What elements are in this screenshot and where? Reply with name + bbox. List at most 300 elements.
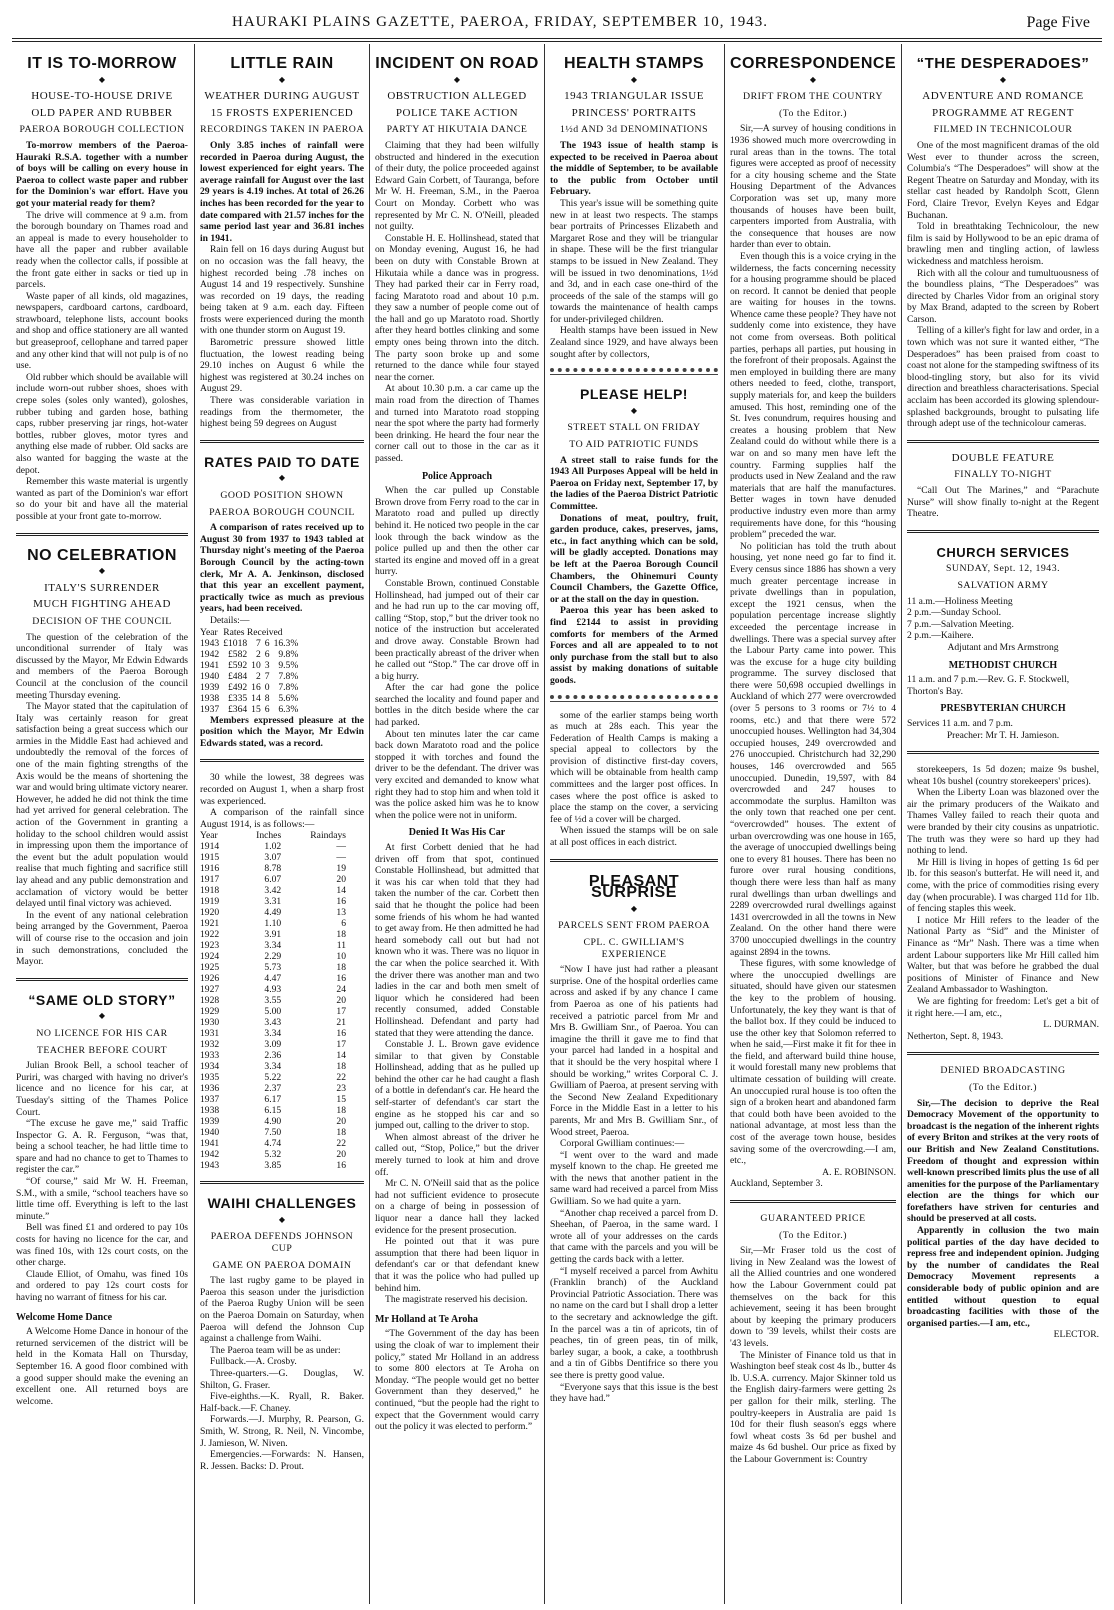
subheading: CPL. C. GWILLIAM'S EXPERIENCE [583,937,685,960]
table-cell: 14 [336,885,346,897]
paragraph: The drive will commence at 9 a.m. from the borough boundary on Thames road and an appeal is made to every householder to have all the paper and rubber available ready when the collector calls, if possible at the front gate either in sacks or tied up in parcels. [16,209,188,291]
dateline: Auckland, September 3. [730,1178,823,1190]
table-cell: 1937 [200,1094,220,1106]
table-cell: 3 [264,659,270,671]
paragraph: “The Government of the day has been using the cloak of war to implement their policy,” stated Mr Holland in an address to some 800 electors at Te Aroha on Monday. “The people would get no better Government than they deserved,” he continued, “but the people had the right to expect that the Government would carry out the policy it was elected to perform.” [375,1328,539,1433]
masthead [12,14,1102,36]
table-cell: 7.8% [278,670,299,682]
table-cell: 1916 [200,863,220,875]
table-cell: 1938 [200,692,220,704]
table-cell: 5.6% [278,692,299,704]
table-row [200,638,302,649]
table-row [200,885,350,896]
column-6 [907,44,1099,1604]
divider [550,695,718,702]
table-cell: 1942 [200,1149,220,1161]
paragraph: The last rugby game to be played in Paeroa this season under the jurisdiction of the Paeroa Rugby Union will be seen on the Paeroa Domain on Saturday, when Paeroa will defend the Johnson Cup against a challenge from Waihi. [200,1275,364,1345]
subheading: 15 FROSTS EXPERIENCED [210,106,354,119]
table-cell: 1923 [200,940,220,952]
subheading: RECORDINGS TAKEN IN PAEROA [200,124,364,136]
table-row [200,1039,350,1050]
table-cell: 15 [251,703,261,715]
ornament: ◆ [630,74,638,84]
table-cell: £492 [227,681,248,693]
paragraph: “I went over to the ward and made myself known to the chap. He greeted me with the news that another patient in the same ward had received a parcel from Miss Gwilliam. So we had quite a yarn. [550,1149,718,1208]
headline: CHURCH SERVICES [936,544,1070,560]
column-4 [550,44,718,1604]
table-row [200,1028,350,1039]
subheading: NO LICENCE FOR HIS CAR [36,1027,168,1039]
paragraph: Sir,—A survey of housing conditions in 1936 showed much more overcrowding in rural areas than in the towns. The total figures were accepted as proof of necessity for a city housing scheme and the State Housing Department of the Advances Corporation was set up, many more thousands of houses have been built, carpenters imported from Australia, with the consequence that houses are now harder than ever to obtain. [730,123,896,251]
paragraph: Claiming that they had been wilfully obstructed and hindered in the execution of their duty, the police proceeded against Edward Gain Corbett, of Tauranga, before Mr W. H. Freeman, S.M., in the Paeroa Court on Monday. Corbett who was represented by Mr C. N. O'Neill, pleaded not guilty. [375,139,539,233]
column-divider [901,44,902,1604]
table-cell: 4.49 [264,907,282,919]
signature: ELECTOR. [1053,1329,1099,1341]
table-cell: £364 [227,703,248,715]
table-row [200,863,350,874]
lead-paragraph: A comparison of rates received up to August 30 from 1937 to 1943 tabled at Thursday night's meeting of the Paeroa Borough Council by the acting-town clerk, Mr A. A. Jenkinson, disclosed that this year an excellent payment, practically twice as much as previous years, had been received. [200,522,364,615]
table-cell: £484 [227,670,248,682]
column-header: Inches [256,830,282,842]
table-cell: 3.07 [264,852,282,864]
table-cell: 21 [336,1017,346,1029]
divider [16,533,188,536]
paragraph: storekeepers, 1s 5d dozen; maize 9s bushel, wheat 10s bushel (country storekeepers' prices). [907,764,1099,787]
divider [550,368,718,375]
salvation-army-services [907,596,1099,654]
table-cell: 6 [341,918,346,930]
table-cell: 8 [264,692,270,704]
subheading: GUARANTEED PRICE [760,1213,866,1224]
service-line: 2 p.m.—Sunday School. [907,607,1002,619]
paragraph: The Mayor stated that the capitulation of Italy was certainly reason for great satisfaction being a great success which our armies in the Middle East had achieved and undoubtedly the removal of the forces of one of the main fighting strengths of the Axis would be the means of shortening the war and would bring ultimate victory nearer. However, he added he did not think the time had yet arrived for general celebration. The action of the Government in granting a holiday to the school children would assist in impressing upon them the importance of the event but the adult population would realise that much fighting and sacrifice still lay ahead and any public demonstration and acclamation of victory would be better delayed until final victory was achieved. [16,701,188,910]
paragraph: Donations of meat, poultry, fruit, garden produce, cakes, preserves, jams, etc., in fact anything which can be sold, will be gladly accepted. Donations may be left at the Paeroa Borough Council Chambers, the Ohinemuri County Council Chambers, the Gazette Office, or at the stall on the day in question. [550,512,718,605]
divider [200,1181,364,1184]
table-cell: 3.43 [264,1017,282,1029]
divider [16,978,188,981]
table-cell: 8.78 [264,863,282,875]
paragraph: Details:— [210,614,250,626]
table-cell: 20 [336,874,346,886]
paragraph: Health stamps have been issued in New Zealand since 1929, and have always been sought after by collectors, [550,325,718,360]
subheading: WEATHER DURING AUGUST [204,90,360,103]
table-cell: 1937 [200,703,220,715]
paragraph: Members expressed pleasure at the position which the Mayor, Mr Edwin Edwards stated, was a record. [200,714,364,749]
table-cell: 7.8% [278,681,299,693]
table-cell: 7.50 [264,1127,282,1139]
headline: PLEASE HELP! [580,386,688,403]
paragraph: Claude Elliot, of Omahu, was fined 10s and ordered to pay 12s court costs for having no warrant of fitness for his car. [16,1268,188,1303]
subheading: PROGRAMME AT REGENT [932,106,1074,119]
divider [200,759,364,762]
paragraph: Fullback.—A. Crosby. [210,1356,297,1368]
paragraph: Sir,—The decision to deprive the Real Democracy Movement of the opportunity to broadcast is the negation of the inherent rights of every Briton and strikes at the very roots of our British and New Zealand Constitutions. Freedom of thought and expression within well-known prescribed limits plus the use of all amenities for the purpose of the Parliamentary election are the things for which our forefathers have striven for centuries and should be preserved at all costs. [907,1097,1099,1225]
column-header: Raindays [310,830,346,842]
paragraph: “The excuse he gave me,” said Traffic Inspector G. A. R. Ferguson, “was that, being a school teacher, he had little time to spare and had no chance to get to Thames to register the car.” [16,1118,188,1176]
table-cell: 1926 [200,973,220,985]
table-cell: 1915 [200,852,220,864]
table-row [200,1116,350,1127]
table-cell: 18 [336,1105,346,1117]
paragraph: When the car pulled up Constable Brown drove from Ferry road to the car in Maratoto road and pulled up directly behind it. He noticed two people in the car look through the back window as the police pulled up and then the other car started its engine and moved off in a great hurry. [375,485,539,578]
headline: LITTLE RAIN [230,55,334,72]
service-line: 7 p.m.—Salvation Meeting. [907,618,1014,630]
subheading: ITALY'S SURRENDER [44,581,160,594]
divider [907,1052,1099,1055]
table-row [200,649,302,660]
table-cell: 16 [336,1160,346,1172]
divider [730,1200,896,1203]
table-cell: 20 [336,995,346,1007]
table-cell: 3.91 [264,929,282,941]
ornament: ◆ [278,473,286,483]
service-line: 2 p.m.—Kaihere. [907,630,974,642]
table-cell: 5.00 [264,1006,282,1018]
table-cell: 1938 [200,1105,220,1117]
table-cell: 2 [255,670,261,682]
table-cell: 1932 [200,1039,220,1051]
ornament: ◆ [630,405,638,415]
table-row [200,995,350,1006]
paragraph: Barometric pressure showed little fluctuation, the lowest reading being 29.10 inches on August 6 while the highest was registered at 30.24 inches on August 29. [200,337,364,395]
table-cell: 6 [264,637,270,649]
table-cell: — [336,841,346,853]
lead-paragraph: To-morrow members of the Paeroa-Hauraki R.S.A. together with a number of boys will be calling on every house in Paeroa to collect waste paper and rubber for the Dominion's war effort. Have you got your material ready for them? [16,139,188,209]
column-divider [369,44,370,1604]
subheading: DECISION OF THE COUNCIL [32,615,172,627]
subheading: MUCH FIGHTING AHEAD [33,598,171,611]
table-cell: — [336,852,346,864]
church-name: PRESBYTERIAN CHURCH [940,703,1066,715]
table-header [200,830,350,841]
subheading: PRINCESS' PORTRAITS [571,106,697,119]
table-row [200,1006,350,1017]
table-cell: 1920 [200,907,220,919]
service-date: SUNDAY, Sept. 12, 1943. [945,563,1061,575]
table-row [200,1138,350,1149]
subheading: FILMED IN TECHNICOLOUR [933,124,1073,136]
paragraph: Waste paper of all kinds, old magazines, newspapers, cardboard cartons, cardboard, strawboard, telephone lists, account books and shop and office stationery are all wanted but greaseproof, cellophane and tarred paper and any other kind that will not pulp is of no use. [16,290,188,372]
table-cell: 10 [336,951,346,963]
table-cell: 4.90 [264,1116,282,1128]
table-cell: 3.42 [264,885,282,897]
rainfall-table [200,830,350,1171]
table-cell: 1931 [200,1028,220,1040]
table-cell: 16 [336,896,346,908]
table-cell: 1939 [200,1116,220,1128]
table-cell: 23 [336,1083,346,1095]
masthead-rule-2 [12,41,1102,42]
table-row [200,1083,350,1094]
table-cell: 4.47 [264,973,282,985]
table-row [200,693,302,704]
lead-paragraph: The 1943 issue of health stamp is expected to be received in Paeroa about the middle of September, to be available to the public from October until February. [550,139,718,198]
table-cell: 18 [336,1127,346,1139]
paragraph: Rain fell on 16 days during August but on no occasion was the fall heavy, the highest recorded being .78 inches on August 14 and 19 respectively. Sunshine was recorded on 19 days, the reading being taken at 9 a.m. each day. Fifteen frosts were experienced during the month with one thunder storm on August 19. [200,244,364,337]
table-cell: 1930 [200,1017,220,1029]
table-row [200,1127,350,1138]
table-cell: £1018 [223,637,248,649]
table-cell: 1939 [200,681,220,693]
table-cell: 4.74 [264,1138,282,1150]
table-cell: 0 [264,681,270,693]
paragraph: “Another chap received a parcel from D. Sheehan, of Paeroa, in the same ward. I wrote all of your addresses on the cards that came with the parcels and you will be getting the cards back with a letter. [550,1207,718,1266]
service-line: Preacher: Mr T. H. Jamieson. [946,729,1060,741]
paragraph: Emergencies.—Forwards: N. Hansen, R. Jessen. Backs: D. Prout. [200,1449,364,1472]
headline: PLEASANT SURPRISE [588,872,680,902]
table-cell: 4.93 [264,984,282,996]
column-header: Rates Received [223,626,283,638]
paragraph: Forwards.—J. Murphy, R. Pearson, G. Smith, W. Strong, R. Neil, N. Vincombe, J. Jamieson, W. Niven. [200,1414,364,1449]
table-cell: 18 [336,929,346,941]
table-cell: 16 [336,1028,346,1040]
table-cell: 22 [336,1072,346,1084]
paragraph: some of the earlier stamps being worth as much at 28s each. This year the Federation of Health Camps is making a special appeal to collectors by the provision of distinctive first-day covers, which will be obtainable from health camp committees and the larger post offices. In cases where the post office is asked to place the stamp on the cover, a servicing fee of ½d a cover will be charged. [550,709,718,825]
subheading: Police Approach [421,470,493,482]
page-number: Page Five [1026,14,1090,31]
service-line: Services 11 a.m. and 7 p.m. [907,717,1013,729]
signature: L. DURMAN. [1043,1019,1099,1031]
headline: “THE DESPERADOES” [916,55,1090,72]
ornament: ◆ [630,903,638,913]
paragraph: The magistrate reserved his decision. [385,1294,528,1306]
paragraph: Even though this is a voice crying in the wilderness, the facts concerning necessity for a housing programme should be placed on record. It cannot be denied that people are waiting for houses in the towns. Whence came these people? They have not suddenly come into existence, they have not come from overseas. Both political parties, perhaps all parties, put housing in the forefront of their proposals. Against the men employed in building there are many others needed to feed, clothe, transport, supply materials for, and keep the builders amused. This host, reminding one of the St. Ives conundrum, requires housing and creates a housing problem that New Zealand could do without while there is a war on and so many men have left the country. Farming supplies half the products used in New Zealand and the raw materials that are half the manufactures. Better wages in town have denuded productive industry even more than army requirements have done, for this “housing problem” preceded the war. [730,250,896,541]
table-cell: 17 [336,1006,346,1018]
table-cell: 19 [336,863,346,875]
table-cell: 18 [336,1061,346,1073]
subheading: PAEROA DEFENDS JOHNSON CUP [210,1231,354,1255]
table-row [200,984,350,995]
table-row [200,1017,350,1028]
subheading: PARTY AT HIKUTAIA DANCE [386,124,528,136]
table-cell: 3.55 [264,995,282,1007]
table-cell: 6.15 [264,1105,282,1117]
table-cell: 6 [264,648,270,660]
paragraph: 30 while the lowest, 38 degrees was recorded on August 1, when a sharp frost was experienced. [200,772,364,807]
table-row [200,929,350,940]
column-divider [544,44,545,1604]
headline: “SAME OLD STORY” [28,991,176,1008]
table-row [200,852,350,863]
paragraph: I notice Mr Hill refers to the leader of the National Party as “Sid” and the Minister of Finance as “Mr” Nash. There was a time when ardent Labour supporters like Mr Hill called him Walter, but that was before he grabbed the dual positions of Minister of Finance and New Zealand Ambassador to Washington. [907,914,1099,996]
table-cell: 9.8% [278,648,299,660]
paragraph: Mr Hill is living in hopes of getting 1s 6d per lb. for this season's butterfat. He will need it, and come, with the price of commodities rising every day (when procurable). I was charged 11d for 1lb. of fencing staples this week. [907,856,1099,915]
paragraph: Apparently in collusion the two main political parties of the day have decided to repress free and independent opinion. Judging by the number of candidates the Real Democracy Movement represents a considerable body of public opinion and are entitled without question to equal broadcasting facilities with those of the organised parties.—I am, etc., [907,1225,1099,1329]
table-cell: 2.36 [264,1050,282,1062]
table-row [200,1072,350,1083]
table-row [200,1061,350,1072]
headline: CORRESPONDENCE [730,55,896,72]
table-row [200,704,302,715]
divider [907,440,1099,443]
editor-note: (To the Editor.) [779,107,847,119]
column-divider [724,44,725,1604]
paragraph: A Welcome Home Dance in honour of the returned servicemen of the district will be held in the Komata Hall on Thursday, September 16. A good floor combined with a good supper should make the evening an excellent one. All returned boys are welcome. [16,1326,188,1407]
paragraph: Paeroa this year has been asked to find £2144 to assist in providing comforts for members of the Armed Forces and all are appealed to to not only purchase from the stall but to also assist by making donations of suitable goods. [550,605,718,686]
table-cell: 1933 [200,1050,220,1062]
column-5 [730,44,896,1604]
table-cell: 9.5% [278,659,299,671]
table-cell: 1940 [200,670,220,682]
subheading: 1943 TRIANGULAR ISSUE [564,90,704,103]
subheading: Mr Holland at Te Aroha [375,1313,478,1325]
table-cell: 18 [336,962,346,974]
table-row [200,907,350,918]
subheading: PAEROA BOROUGH COLLECTION [19,124,185,136]
service-line: 11 a.m. and 7 p.m.—Rev. G. F. Stockwell, Thorton's Bay. [907,674,1070,697]
table-cell: 14 [336,1050,346,1062]
ornament: ◆ [453,74,461,84]
subheading: 1½d AND 3d DENOMINATIONS [559,124,709,136]
paragraph: Bell was fined £1 and ordered to pay 10s costs for having no licence for the car, and was fined 10s, with 12s court costs, on the other charge. [16,1222,188,1269]
table-cell: 1941 [200,1138,220,1150]
paragraph: About ten minutes later the car came back down Maratoto road and the police stopped it with torches and found the driver to be the defendant. The driver was very excited and demanded to know what right they had to stop him and when told it was the police asked him was he to know when the police were not in uniform. [375,728,539,821]
table-row [200,940,350,951]
subheading: TEACHER BEFORE COURT [36,1044,168,1056]
column-header: Year [200,626,218,638]
ornament: ◆ [278,1214,286,1224]
table-cell: 16 [251,681,261,693]
masthead-title: HAURAKI PLAINS GAZETTE, PAEROA, FRIDAY, SEPTEMBER 10, 1943. [232,14,768,30]
table-cell: 5.32 [264,1149,282,1161]
church-name: SALVATION ARMY [957,579,1049,591]
column-divider [194,44,195,1604]
paragraph: When issued the stamps will be on sale at all post offices in each district. [550,825,718,849]
subheading: OLD PAPER AND RUBBER [31,106,173,119]
subheading: GOOD POSITION SHOWN [220,490,344,501]
table-cell: 5.73 [264,962,282,974]
table-cell: 1943 [200,1160,220,1172]
table-cell: 1942 [200,648,220,660]
paragraph: This year's issue will be something quite new in at least two respects. The stamps bear portraits of Princesses Elizabeth and Margaret Rose and they will be triangular in shape. These will be the first triangular stamps to be issued in New Zealand. They will be issued in two denominations, 1½d and 3d, and in each case one-third of the proceeds of the sale of the stamps will go towards the maintenance of health camps for under-privileged children. [550,197,718,325]
paragraph: “Of course,” said Mr W. H. Freeman, S.M., with a smile, “school teachers have so little time off. Everything is left to the last minute.” [16,1176,188,1222]
paragraph: Telling of a killer's fight for law and order, in a town which was not sure it wanted either, “The Desperadoes” has been praised from coast to coast not alone for the stampeding swiftness of its blood-tingling story, but also for its vivid direction and breathless characterisations. Special acclaim has been accorded its glowing splendour-splashed backgrounds, brought to pulsating life through adept use of the technicolour cameras. [907,325,1099,430]
paragraph: A comparison of the rainfall since August 1914, is as follows:— [200,807,364,830]
paragraph: The question of the celebration of the unconditional surrender of Italy was discussed by the Mayor, Mr Edwin Edwards and members of the Paeroa Borough Council at the conclusion of the council meeting Thursday evening. [16,631,188,701]
table-cell: £335 [227,692,248,704]
headline: IT IS TO-MORROW [27,55,177,72]
lead-paragraph: Only 3.85 inches of rainfall were recorded in Paeroa during August, the lowest experienced for eight years. The average rainfall for August over the last 29 years is 4.19 inches. At total of 26.26 inches has been recorded for the year to date compared with 21.57 inches for the same period last year and 36.81 inches in 1941. [200,139,364,244]
paragraph: He pointed out that it was pure assumption that there had been liquor in defendant's car or that defendant knew that it was the police who had pulled up behind him. [375,1236,539,1294]
subheading: GAME ON PAEROA DOMAIN [212,1259,352,1271]
subheading: OBSTRUCTION ALLEGED [387,90,527,103]
table-row [200,874,350,885]
table-cell: 6.17 [264,1094,282,1106]
column-header: Year [200,830,218,842]
paragraph: Five-eighths.—K. Ryall, R. Baker. Half-back.—F. Chaney. [200,1391,364,1414]
ornament: ◆ [98,74,106,84]
table-cell: 1921 [200,918,220,930]
subheading: DENIED BROADCASTING [940,1065,1066,1077]
table-cell: 3.34 [264,940,282,952]
paragraph: Mr C. N. O'Neill said that as the police had not sufficient evidence to prosecute on a charge of being in possession of liquor near a dance hall they lacked evidence for the present prosecution. [375,1178,539,1236]
table-cell: 24 [336,984,346,996]
paragraph: Sir,—Mr Fraser told us the cost of living in New Zealand was the lowest of all the Allied countries and one wondered how the Labour Government could pat themselves on the back for this achievement, seeing it has been brought about by keeping the primary producers down to '39 levels, whilst their costs are '43 levels. [730,1245,896,1349]
table-cell: 3.34 [264,1061,282,1073]
table-row [200,671,302,682]
table-cell: 1917 [200,874,220,886]
table-cell: 1914 [200,841,220,853]
signature: A. E. ROBINSON. [822,1166,896,1178]
table-cell: 3.31 [264,896,282,908]
paragraph: A street stall to raise funds for the 1943 All Purposes Appeal will be held in Paeroa on Friday next, September 17, by the ladies of the Paeroa District Patriotic Committee. [550,454,718,512]
table-row [200,841,350,852]
column-2 [200,44,364,1604]
divider [550,859,718,862]
table-cell: 3.09 [264,1039,282,1051]
table-cell: 1919 [200,896,220,908]
subheading: PARCELS SENT FROM PAEROA [558,920,710,932]
paragraph: No politician has told the truth about housing, yet none need go far to find it. Every census since 1886 has shown a very much greater percentage increase in private dwellings than in population, except the 1921 census, when the population percentage increase slightly exceeded the percentage increase in dwellings. There was a special survey after the Labour Party came into power. This was the excuse for a huge city building programme. The survey disclosed that there were 50,698 occupied dwellings in Auckland of which 277 were overcrowded (over 5 persons to 3 rooms or 7½ to 4 rooms, etc.) and that there were 572 unoccupied houses. Wellington had 34,304 occupied houses, 249 overcrowded and 276 unoccupied. Christchurch had 32,290 houses, 146 overcrowded and 565 unoccupied. Dunedin, 19,597, with 84 overcrowded and 247 houses to accommodate the surplus. Hamilton was the only town that reached one per cent. “overcrowded” houses. The extent of urban overcrowding was one house in 165, the average of unoccupied dwellings being one to every 81 houses. There has been no furore over rural housing conditions, though there were less than half as many rural dwellings than urban dwellings and 2289 overcrowded rural dwellings against 1431 overcrowded in all the towns in New Zealand. On the other hand there were 3700 unoccupied dwellings in the country against 2894 in the towns. [730,540,896,958]
paragraph: One of the most magnificent dramas of the old West ever to thunder across the screen, Columbia's “The Desperadoes” will show at the Regent Theatre on Saturday and Monday, with its stellar cast headed by Randolph Scott, Glenn Ford, Claire Trevor, Evelyn Keyes and Edgar Buchanan. [907,139,1099,221]
table-cell: 3.34 [264,1028,282,1040]
table-cell: 3.85 [264,1160,282,1172]
paragraph: “Call Out The Marines,” and “Parachute Nurse” will show finally to-night at the Regent Theatre. [907,485,1099,520]
editor-note: (To the Editor.) [969,1081,1037,1093]
table-row [200,1105,350,1116]
paragraph: At first Corbett denied that he had driven off from that spot, continued Constable Hollinshead, but admitted that it was his car when told that they had taken the number of the car. Corbett then said that he thought the police had been some friends of his whom he had wanted to get away from. He then admitted he had heard somebody call out but had not known who it was. There was no liquor in the car when the police searched it. With the driver there was another man and two ladies in the car and both men smelt of liquor which he considered had been recently consumed, added Constable Hollinshead. Defendant and party had stated that they were attending the dance. [375,842,539,1039]
service-line: Adjutant and Mrs Armstrong [947,641,1059,653]
subheading: FINALLY TO-NIGHT [954,469,1052,481]
ornament: ◆ [278,74,286,84]
table-cell: 1.02 [264,841,282,853]
paragraph: We are fighting for freedom: Let's get a bit of it right here.—I am, etc., [907,995,1099,1019]
headline: RATES PAID TO DATE [204,453,360,470]
table-cell: 1925 [200,962,220,974]
paragraph: Remember this waste material is urgently wanted as part of the Dominion's war effort so do your bit and have all the material possible at your front gate to-morrow. [16,476,188,522]
table-cell: 1935 [200,1072,220,1084]
paragraph: The Paeroa team will be as under: [210,1344,341,1356]
divider [907,530,1099,533]
table-cell: 16 [336,973,346,985]
table-cell: 6.07 [264,874,282,886]
editor-note: (To the Editor.) [779,1229,847,1241]
paragraph: Corporal Gwilliam continues:— [560,1138,685,1150]
table-cell: 15 [336,1094,346,1106]
headline: INCIDENT ON ROAD [375,55,539,72]
paragraph: These figures, with some knowledge of where the unoccupied dwellings are situated, should have given our statesmen the key to the problem of housing. Unfortunately, the key they want is that of the ballot box. If they could be induced to use the other key that Solomon referred to when he said,—First make it fit for thee in the field, and afterward build thine house, it would forestall many new problems that ultimate cessation of building will create. An unoccupied rural house is too often the sign of a broken heart and abandoned farm that could both have been avoided to the national advantage, at most less than the cost of the average town house, besides saving some of the overcrowding.—I am, etc., [730,958,896,1167]
divider [907,751,1099,754]
table-row [200,1160,350,1171]
subheading: POLICE TAKE ACTION [395,106,519,119]
paragraph: “Everyone says that this issue is the best they have had.” [550,1381,718,1405]
table-cell: 14 [251,692,261,704]
headline: WAIHI CHALLENGES [207,1195,357,1212]
table-cell: 20 [336,1149,346,1161]
paragraph: At about 10.30 p.m. a car came up the main road from the direction of Thames and turned into Maratoto road stopping near the spot where the party had formerly been drinking. He heard the four near the corner call out to those in the car as it passed. [375,383,539,464]
table-cell: 22 [336,1138,346,1150]
headline: NO CELEBRATION [27,546,177,564]
paragraph: “I myself received a parcel from Awhitu (Franklin branch) of the Auckland Provincial Patriotic Association. There was no name on the card but I shall drop a letter to the secretary and acknowledge the gift. In the parcel was a tin of apricots, tin of peaches, tin of green peas, tin of milk, barley sugar, a book, a cake, a toothbrush and a tin of Gibbs Dentifrice so there you see there is pretty good value. [550,1265,718,1381]
table-cell: 16.3% [273,637,299,649]
table-cell: 1922 [200,929,220,941]
table-row [200,660,302,671]
table-cell: 2.37 [264,1083,282,1095]
table-cell: 1924 [200,951,220,963]
table-cell: 2.29 [264,951,282,963]
table-cell: 1927 [200,984,220,996]
ornament: ◆ [98,1011,106,1021]
ornament: ◆ [999,74,1007,84]
column-1 [16,44,188,1604]
paragraph: After the car had gone the police searched the locality and found paper and bottles in the ditch beside where the car had parked. [375,682,539,729]
table-row [200,896,350,907]
table-cell: 1943 [200,637,220,649]
table-cell: 1934 [200,1061,220,1073]
table-header [200,627,302,638]
paragraph: When almost abreast of the driver he called out, “Stop, Police,” but the driver merely turned to look at him and drove off. [375,1131,539,1178]
paragraph: “Now I have just had rather a pleasant surprise. One of the hospital orderlies came across and asked if by any chance I came from Paeroa as one of his patients had received a patriotic parcel from Mr and Mrs B. Gwilliam Snr., of Paeroa. You can imagine the thrill it gave me to find that your parcel had landed in a hospital and that it should be the very hospital where I should be working,” writes Corporal C. J. Gwilliam of Paeroa, at present serving with the Second New Zealand Expeditionary Force in the Middle East in a letter to his parents, Mr and Mrs B. Gwilliam Snr., of Wood street, Paeroa. [550,964,718,1138]
